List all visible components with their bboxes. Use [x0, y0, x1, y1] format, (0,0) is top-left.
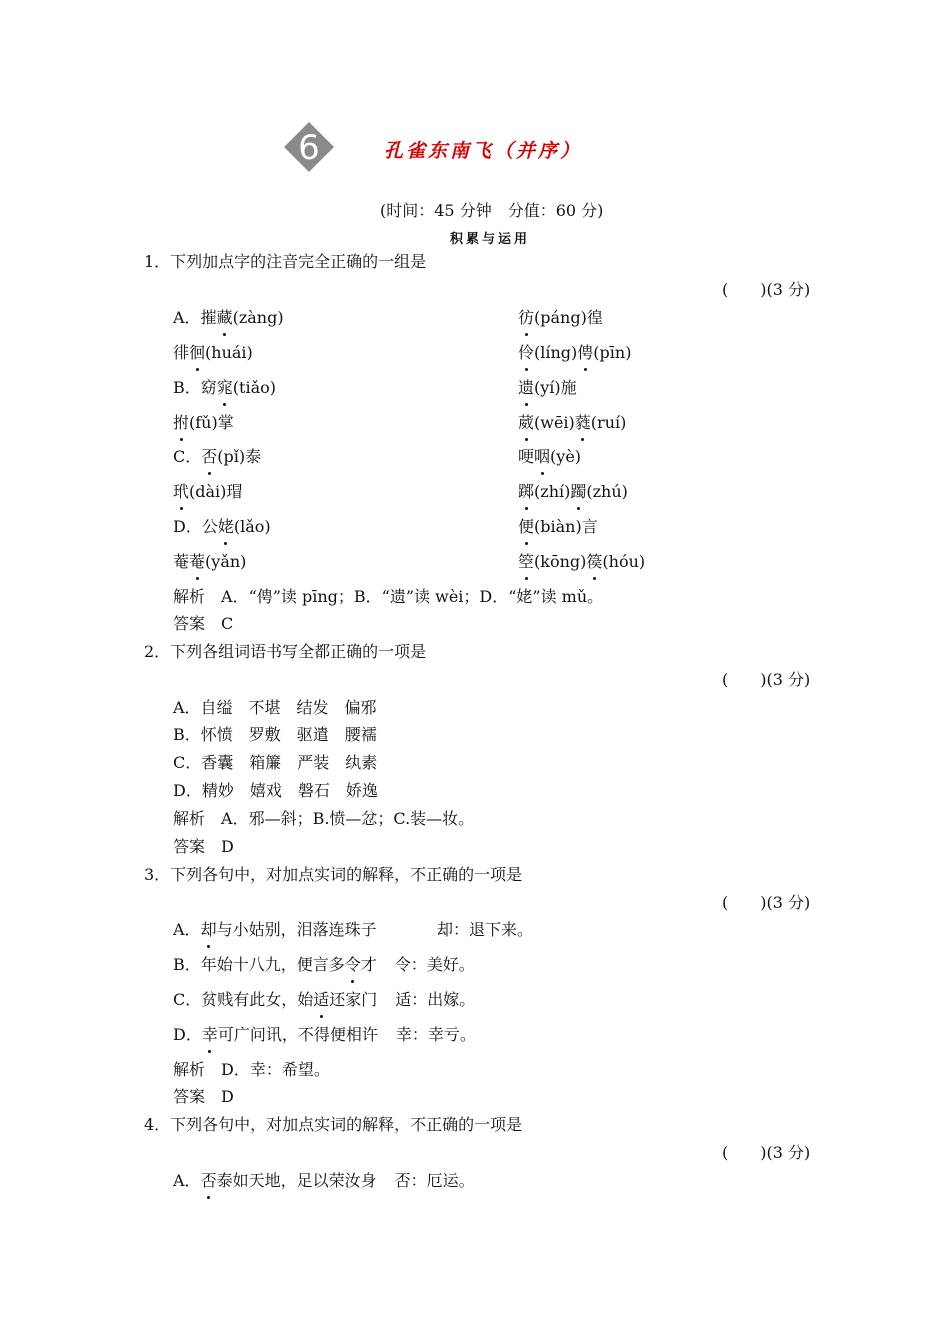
q3-analysis: 解析 D．幸：希望。: [173, 1060, 330, 1079]
q1-answer: 答案 C: [173, 614, 234, 633]
svg-text:6: 6: [298, 128, 320, 168]
q1-option-c-left-1: C．否(pǐ)泰: [173, 447, 262, 466]
q1-option-b-left-1: B．窈窕(tiǎo): [173, 378, 276, 397]
q3-option-a: A．却与小姑别，泪落连珠子: [173, 920, 377, 939]
q3-option-d: D．幸可广问讯，不得便相许 幸：幸亏。: [173, 1025, 476, 1044]
q2-option-c: C．香囊 箱簾 严装 纨素: [173, 753, 378, 772]
question-4-stem: 4．下列各句中，对加点实词的解释，不正确的一项是: [144, 1115, 523, 1134]
q1-option-d-left-1: D．公姥(lǎo): [173, 517, 271, 536]
question-3-score: ( )(3 分): [722, 893, 811, 912]
q1-option-d-right-2: 箜(kōng)篌(hóu): [518, 552, 646, 571]
q3-option-a-gloss: 却：退下来。: [437, 920, 534, 939]
q1-option-c-left-2: 玳(dài)瑁: [173, 482, 243, 501]
q2-option-b: B．怀愤 罗敷 驱遣 腰襦: [173, 725, 377, 744]
q3-option-c: C．贫贱有此女，始适还家门 适：出嫁。: [173, 990, 476, 1009]
q2-analysis: 解析 A．邪—斜；B.愤—忿；C.装—妆。: [173, 809, 475, 828]
q1-option-d-left-2: 菴菴(yǎn): [173, 552, 247, 571]
question-1-stem: 1．下列加点字的注音完全正确的一组是: [144, 252, 427, 271]
q1-option-a-right-1: 彷(páng)徨: [518, 308, 603, 327]
q1-option-a-left-1: A．摧藏(zàng): [173, 308, 284, 327]
q1-option-b-left-2: 拊(fǔ)掌: [173, 413, 234, 432]
q3-answer: 答案 D: [173, 1087, 234, 1106]
q4-option-a: A．否泰如天地，足以荣汝身 否：厄运。: [173, 1171, 475, 1190]
q1-option-d-right-1: 便(biàn)言: [518, 517, 598, 536]
q1-option-c-right-1: 哽咽(yè): [518, 447, 582, 466]
question-2-score: ( )(3 分): [722, 670, 811, 689]
question-3-stem: 3．下列各句中，对加点实词的解释，不正确的一项是: [144, 865, 523, 884]
q2-answer: 答案 D: [173, 837, 234, 856]
page-title: 孔雀东南飞（并序）: [384, 140, 583, 162]
question-2-stem: 2．下列各组词语书写全都正确的一项是: [144, 642, 427, 661]
q3-option-b: B．年始十八九，便言多令才 令：美好。: [173, 955, 475, 974]
q1-option-b-right-2: 葳(wēi)蕤(ruí): [518, 413, 627, 432]
q2-option-a: A．自缢 不堪 结发 偏邪: [173, 698, 377, 717]
section-heading: 积累与运用: [450, 232, 531, 247]
question-4-score: ( )(3 分): [722, 1143, 811, 1162]
time-score-info: (时间：45 分钟 分值：60 分): [380, 201, 604, 220]
q2-option-d: D．精妙 嬉戏 磐石 娇逸: [173, 781, 378, 800]
chapter-number-badge: [283, 121, 335, 173]
question-1-score: ( )(3 分): [722, 280, 811, 299]
q1-analysis: 解析 A．“俜”读 pīng；B．“遗”读 wèi；D．“姥”读 mǔ。: [173, 587, 604, 606]
q1-option-c-right-2: 踯(zhí)躅(zhú): [518, 482, 628, 501]
q1-option-a-left-2: 徘徊(huái): [173, 343, 253, 362]
q1-option-a-right-2: 伶(líng)俜(pīn): [518, 343, 632, 362]
q1-option-b-right-1: 遗(yí)施: [518, 378, 577, 397]
